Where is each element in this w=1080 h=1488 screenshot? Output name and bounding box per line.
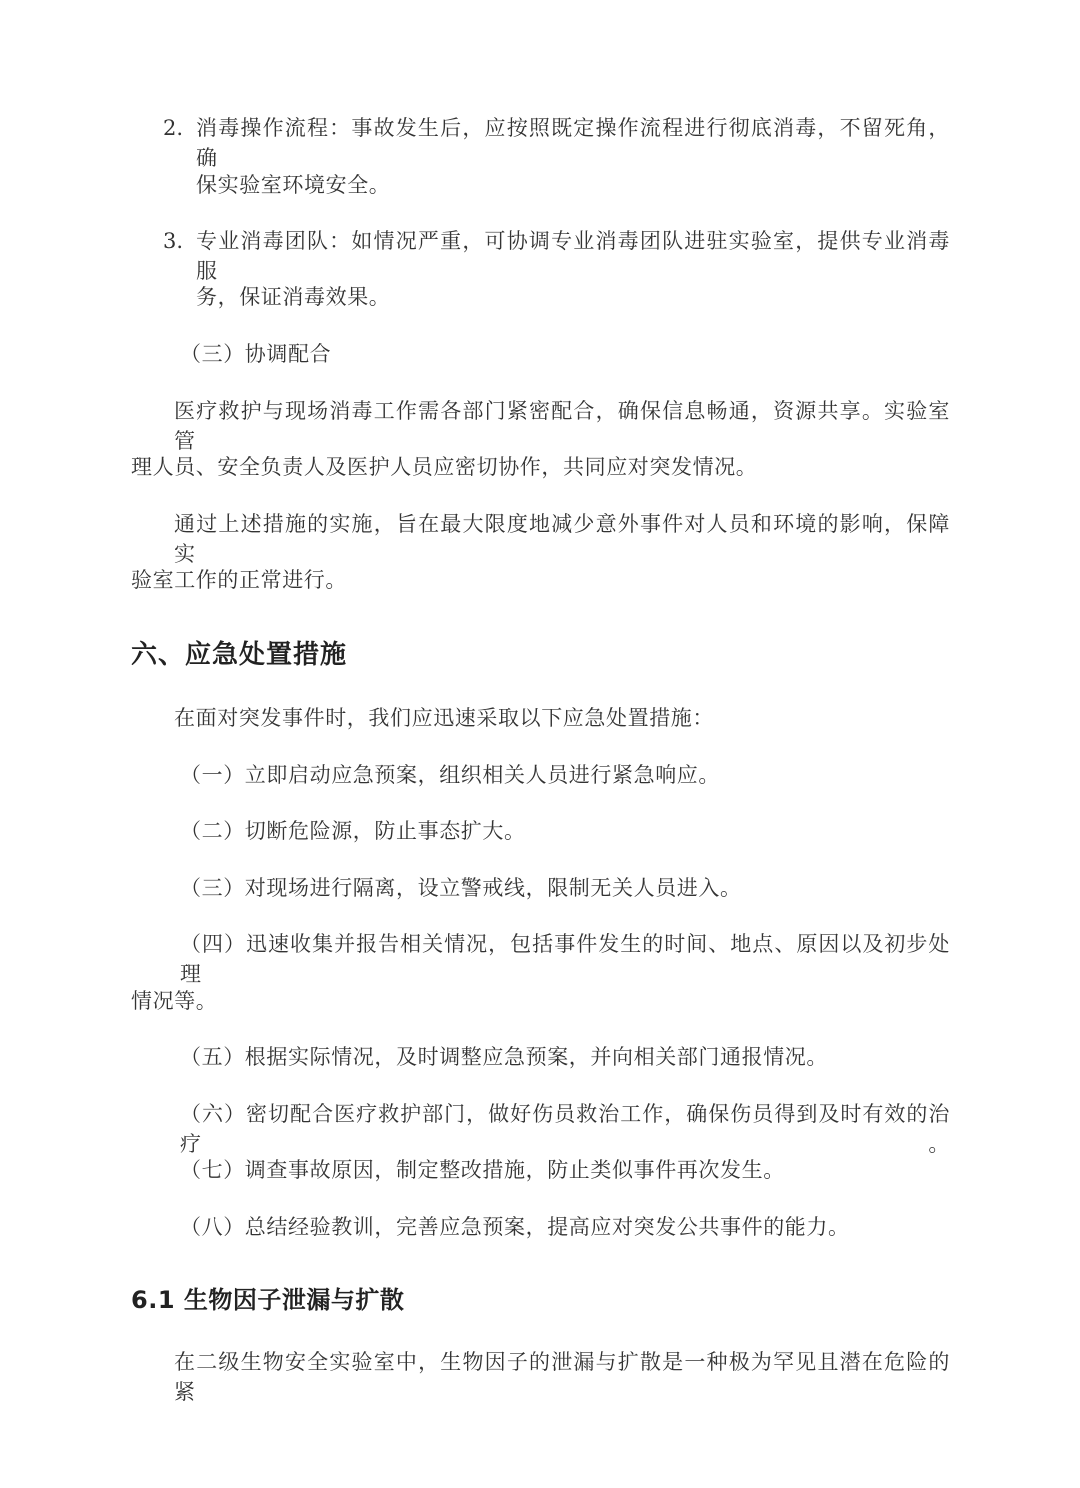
measure-item-6: （六）密切配合医疗救护部门，做好伤员救治工作，确保伤员得到及时有效的治疗。 [180,1102,950,1156]
bio-leak-paragraph-line-1: 在二级生物安全实验室中，生物因子的泄漏与扩散是一种极为罕见且潜在危险的紧 [174,1350,950,1404]
measure-item-3: （三）对现场进行隔离，设立警戒线，限制无关人员进入。 [180,876,742,900]
measure-item-1: （一）立即启动应急预案，组织相关人员进行紧急响应。 [180,763,720,787]
list-number-2: 2. [163,116,184,140]
measure-item-4-line-2: 情况等。 [131,989,218,1013]
measure-item-5: （五）根据实际情况，及时调整应急预案，并向相关部门通报情况。 [180,1045,828,1069]
list-item-3-line-2: 务，保证消毒效果。 [196,285,391,309]
list-item-2-line-1: 消毒操作流程：事故发生后，应按照既定操作流程进行彻底消毒，不留死角，确 [196,116,950,170]
list-item-3-line-1: 专业消毒团队：如情况严重，可协调专业消毒团队进驻实验室，提供专业消毒服 [196,229,950,283]
measure-item-8: （八）总结经验教训，完善应急预案，提高应对突发公共事件的能力。 [180,1215,850,1239]
measure-item-2: （二）切断危险源，防止事态扩大。 [180,819,526,843]
emergency-intro: 在面对突发事件时，我们应迅速采取以下应急处置措施： [174,706,714,730]
measure-item-7: （七）调查事故原因，制定整改措施，防止类似事件再次发生。 [180,1158,785,1182]
subsection-title-coordination: （三）协调配合 [180,342,332,366]
subsection-heading-bio-leak: 6.1 生物因子泄漏与扩散 [131,1286,405,1314]
list-item-2-line-2: 保实验室环境安全。 [196,173,391,197]
coordination-paragraph-2-line-2: 验室工作的正常进行。 [131,568,347,592]
measure-item-4-line-1: （四）迅速收集并报告相关情况，包括事件发生的时间、地点、原因以及初步处理 [180,932,950,986]
coordination-paragraph-1-line-1: 医疗救护与现场消毒工作需各部门紧密配合，确保信息畅通，资源共享。实验室管 [174,399,950,453]
section-heading-emergency-measures: 六、应急处置措施 [131,640,348,670]
coordination-paragraph-1-line-2: 理人员、安全负责人及医护人员应密切协作，共同应对突发情况。 [131,455,758,479]
coordination-paragraph-2-line-1: 通过上述措施的实施，旨在最大限度地减少意外事件对人员和环境的影响，保障实 [174,512,950,566]
list-number-3: 3. [163,229,184,253]
